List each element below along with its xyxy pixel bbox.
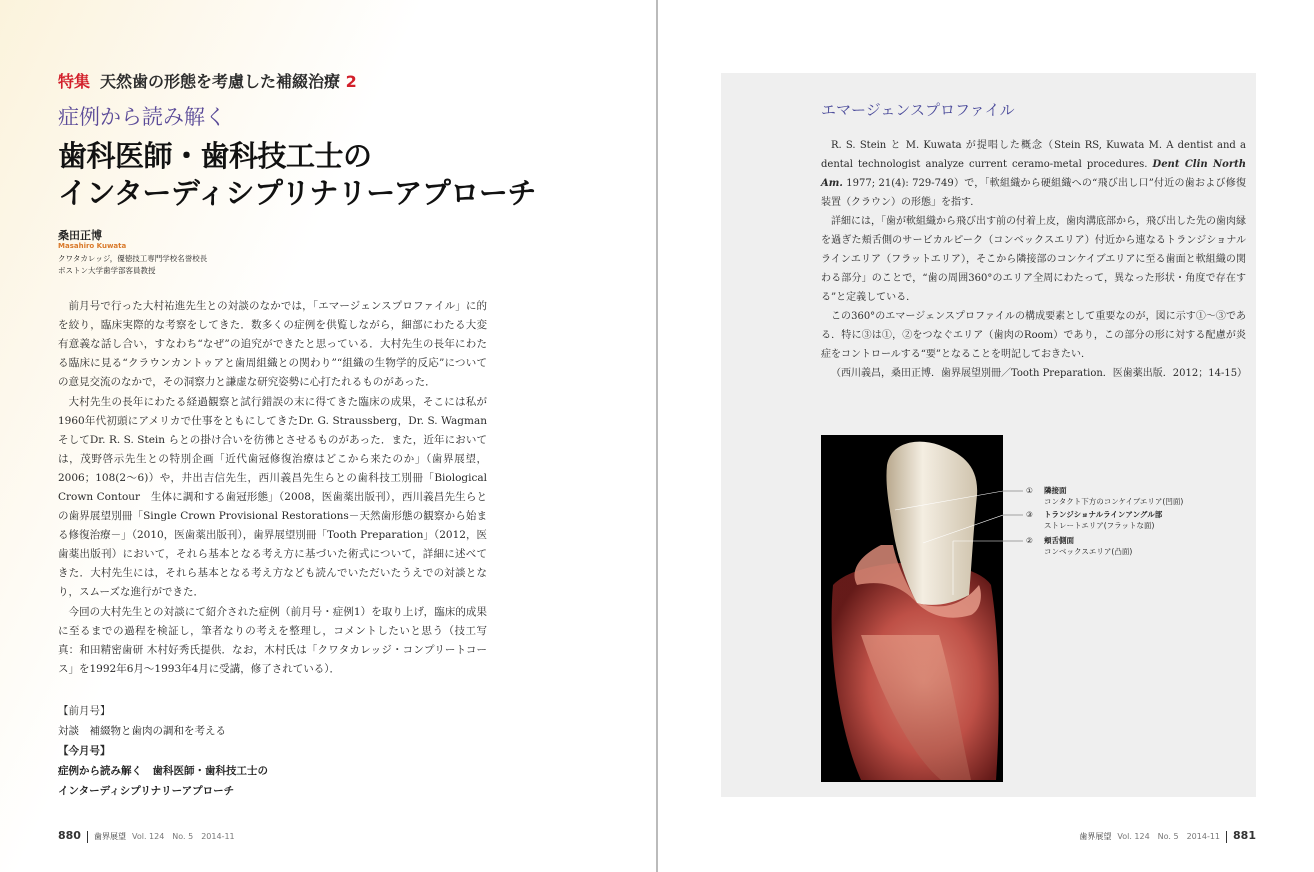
author-name: 桑田正博 xyxy=(58,229,102,242)
page-number: 881 xyxy=(1233,829,1256,842)
feature-series: 天然歯の形態を考慮した補綴治療 xyxy=(100,72,341,91)
feature-header xyxy=(58,69,618,92)
feature-number: 2 xyxy=(345,72,357,91)
magazine-name: 歯界展望 xyxy=(93,832,126,841)
sidebar-paragraph-2: 詳細には，「歯が軟組織から飛び出す前の付着上皮，歯肉溝底部から，飛び出した先の歯肉縁を過ぎた頬舌側のサービカルピーク（コンベックスエリア）付近から連なるトランジショナルラインエリア（フラットエリア），そこから隣接部のコンケイブエリアに至る歯面と軟組織の関わる部分」のことで，“歯の周囲360°のエリア全周にわたって，異なった形状・角度で存在する”と定義している． xyxy=(821,216,1246,303)
tooth-illustration xyxy=(821,435,1003,782)
current-issue-label: 【今月号】 xyxy=(58,745,111,757)
current-issue-line2: インターディシプリナリーアプローチ xyxy=(58,785,235,797)
intro-paragraph-2: 大村先生の長年にわたる経過観察と試行錯誤の末に得てきた臨床の成果，そこには私が1960年代初頭にアメリカで仕事をともにしてきたDr. G. Straussberg，Dr. S. Wagman そしてDr. R. S. Stein らとの掛け合いを彷彿とさせるものがあった．また，近年においては，茂野啓示先生との特別企画「近代歯冠修復治療はどこから来たのか」（歯界展望，2006；108(2～6)）や，井出吉信先生，西川義昌先生らとの歯科技工別冊「Biological Crown Contour 生体に調和する歯冠形態」（2008，医歯薬出版刊），西川義昌先生らとの歯界展望別冊「Single Crown Provisional Restorations－天然歯形態の観察から始まる修復治療－」（2010，医歯薬出版刊），歯界展望別冊「Tooth Preparation」（2012，医歯薬出版刊）において，それら基本となる考え方に基づいた術式について，詳細に述べてきた．大村先生には，それら基本となる考え方なども読んでいただいたうえでの対談となり，スムーズな進行ができた． xyxy=(58,396,487,598)
sidebar-body xyxy=(821,136,1246,383)
issue-info: Vol. 124 No. 5 2014-11 xyxy=(131,832,235,841)
article-title-line1: 歯科医師・歯科技工士の xyxy=(58,139,372,173)
section-title: エマージェンスプロファイル xyxy=(821,101,1015,119)
sidebar-reference: （西川義昌，桑田正博．歯界展望別冊／Tooth Preparation．医歯薬出版．2012；14-15） xyxy=(831,368,1248,379)
legend-item-transitional: ③ トランジショナルラインアングル部 ストレートエリア(フラットな面) xyxy=(1026,510,1163,530)
sidebar-box xyxy=(721,73,1256,797)
article-title-line2: インターディシプリナリーアプローチ xyxy=(58,176,536,210)
legend-item-interproximal: ① 隣接面 コンタクト下方のコンケイブエリア(凹面) xyxy=(1026,486,1184,506)
left-footer xyxy=(58,829,235,843)
previous-issue-text: 対談 補綴物と歯肉の調和を考える xyxy=(58,725,226,737)
feature-tag: 特集 xyxy=(58,72,91,91)
issue-guide xyxy=(58,701,498,801)
sidebar-paragraph-1: R. S. Stein と M. Kuwata が提唱した概念（Stein RS, Kuwata M. A dentist and a dental technologist analyze current ceramo-metal procedures. Dent Clin North Am. 1977; 21(4): 729-749）で，「軟組織から硬組織への“飛び出し口”付近の歯および修復装置（クラウン）の形態」を指す． xyxy=(821,140,1247,208)
page-number: 880 xyxy=(58,829,81,842)
current-issue-line1: 症例から読み解く 歯科医師・歯科技工士の xyxy=(58,765,268,777)
leader-lines xyxy=(1003,485,1023,565)
magazine-name: 歯界展望 xyxy=(1079,832,1112,841)
legend-item-buccolingual: ② 頬舌側面 コンベックスエリア(凸面) xyxy=(1026,536,1133,556)
right-footer xyxy=(1079,829,1256,843)
issue-info: Vol. 124 No. 5 2014-11 xyxy=(1117,832,1221,841)
intro-paragraph-3: 今回の大村先生との対談にて紹介された症例（前月号・症例1）を取り上げ，臨床的成果に至るまでの過程を検証し，筆者なりの考えを整理し，コメントしたいと思う（技工写真：和田精密歯研 木村好秀氏提供．なお，木村氏は「クワタカレッジ・コンプリートコース」を1992年6月～1993年4月に受講，修了されている）． xyxy=(58,606,487,675)
article-subtitle: 症例から読み解く xyxy=(58,105,226,129)
author-affiliation-1: クワタカレッジ，優徳技工専門学校名誉校長 xyxy=(58,254,208,263)
author-roman-name: Masahiro Kuwata xyxy=(58,242,127,250)
previous-issue-label: 【前月号】 xyxy=(58,705,111,717)
journal-name: Dent Clin North Am. xyxy=(821,159,1247,189)
author-affiliation-2: ボストン大学歯学部客員教授 xyxy=(58,266,156,275)
sidebar-paragraph-3: この360°のエマージェンスプロファイルの構成要素として重要なのが，図に示す①～③である．特に③は①，②をつなぐエリア（歯肉のRoom）であり，この部分の形に対する配慮が炎症をコントロールする“要”となることを明記しておきたい． xyxy=(821,311,1246,360)
intro-body xyxy=(58,297,487,680)
right-page xyxy=(658,0,1314,872)
tooth-illustration-svg xyxy=(821,435,1003,782)
left-page xyxy=(0,0,656,872)
article-title xyxy=(58,138,638,212)
intro-paragraph-1: 前月号で行った大村祐進先生との対談のなかでは，「エマージェンスプロファイル」に的を絞り，臨床実際的な考察をしてきた．数多くの症例を供覧しながら，細部にわたる大変有意義な話し合い，すなわち“なぜ”の追究ができたと思っている．大村先生の長年にわたる臨床に見る“クラウンカントゥアと歯周組織との関わり”“組織の生物学的反応”についての意見交流のなかで，その洞察力と謙虚な研究姿勢に心打たれるものがあった． xyxy=(58,300,487,388)
